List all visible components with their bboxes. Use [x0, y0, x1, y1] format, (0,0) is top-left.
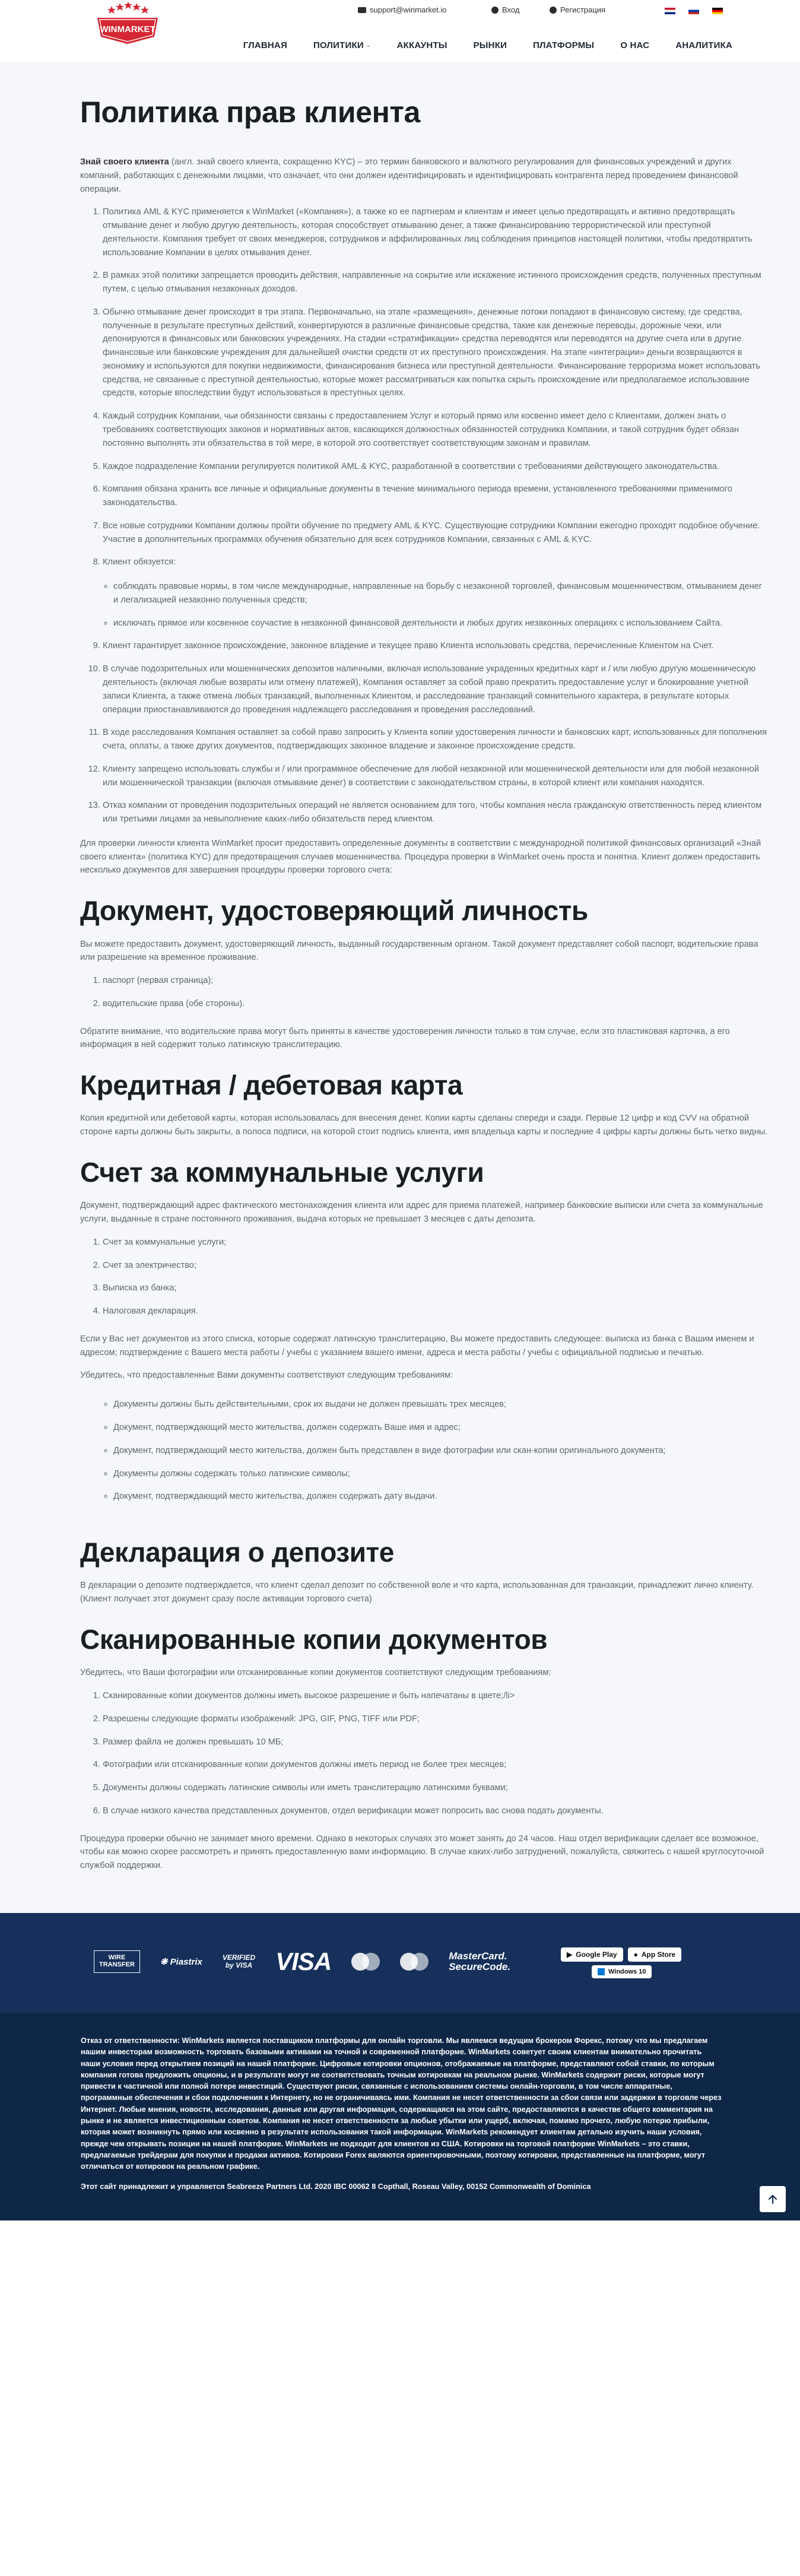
card-section-heading: Кредитная / дебетовая карта	[80, 1070, 463, 1101]
policy-item: 13. Отказ компании от проведения подозрительных операций не является основанием для того, чтобы компания несла гражданскую ответственность перед клиентом или третьими лицами за невыполнение каких-либо обязательств перед клиентом.	[103, 799, 769, 826]
list-item: 4. Фотографии или отсканированные копии документов должны иметь период не более трех месяцев;	[103, 1758, 769, 1772]
flag-en-icon[interactable]	[665, 8, 675, 14]
list-item: ◦ Документ, подтверждающий место жительства, должен быть представлен в виде фотографии или скан-копии оригинального документа;	[113, 1444, 769, 1458]
list-item: 5. Документы должны содержать латинские символы или иметь транслитерацию латинскими буквами;	[103, 1781, 769, 1795]
list-item: 3. Выписка из банка;	[103, 1281, 769, 1295]
policy-item: 12. Клиенту запрещено использовать службы и / или программное обеспечение для любой незаконной или мошеннической деятельности или для любой незаконной или мошеннической транзакции (включая отмывание денег) в соответствии с законодательством страны, в которой клиент или компания находятся.	[103, 763, 769, 790]
flag-ru-icon[interactable]	[688, 8, 699, 14]
disclaimer	[81, 2035, 723, 2173]
piastrix-logo: ❋ Piastrix	[160, 1956, 202, 1967]
policy-item: 2. В рамках этой политики запрещается проводить действия, направленные на сокрытие или искажение истинного происхождения средств, полученных преступным путем, с целью отмывания незаконных доходов.	[103, 269, 769, 296]
list-item: 6. В случае низкого качества представленных документов, отдел верификации может попросить вас снова подать документы.	[103, 1804, 769, 1818]
list-item: ◦ Документ, подтверждающий место жительства, должен содержать дату выдачи.	[113, 1490, 769, 1503]
nav-platforms[interactable]: ПЛАТФОРМЫ	[533, 40, 595, 50]
winmarket-logo[interactable]	[89, 2, 166, 57]
logo-text: WINMARKET	[100, 24, 155, 34]
nav-about[interactable]: О НАС	[620, 40, 650, 50]
id-documents-list	[80, 974, 769, 1011]
mail-icon	[358, 7, 366, 13]
disclaimer-label: Отказ от ответственности:	[81, 2036, 180, 2045]
list-item: ◦ исключать прямое или косвенное соучастие в незаконной финансовой деятельности и любых других незаконных операциях с использованием Сайта.	[113, 617, 769, 630]
apple-icon: ●	[633, 1950, 638, 1959]
policy-item-label: Клиент обязуется:	[103, 557, 176, 567]
policy-item: 1. Политика AML & KYC применяется к WinMarket («Компания»), а также ко ее партнерам и клиентам и имеет целью предотвращать и активно предотвращать отмывание денег и любую другую деятельность, которая способствует отмыванию денег, а также финансированию террористической или преступной деятельности. Компания требует от своих менеджеров, сотрудников и аффилированных лиц соблюдения принципов настоящей политики, чтобы предотвратить использование Компании в целях отмывания денег.	[103, 205, 769, 259]
list-item: ◦ Документы должны содержать только латинские символы;	[113, 1467, 769, 1481]
wire-transfer-logo: WIRE TRANSFER	[94, 1950, 140, 1972]
utility-section-text: Документ, подтверждающий адрес фактического местонахождения клиента или адрес для приема платежей, например банковские выписки или счета за коммунальные услуги, выданные в стране постоянного проживания, выдача которых не превышает 3 месяцев с даты депозита.	[80, 1201, 763, 1224]
windows-badge[interactable]: Windows 10	[592, 1965, 652, 1978]
app-store-badge[interactable]: ● App Store	[628, 1947, 682, 1962]
verification-paragraph: Для проверки личности клиента WinMarket просит предоставить определенные документы в соответствии с международной политикой финансовых организаций «Знай своего клиента» (политика KYC) для предотвращения случаев мошенничества. Процедура проверки в WinMarket очень проста и понятна. Клиент должен предоставить несколько документов для завершения процедуры проверки торгового счета:	[80, 838, 761, 875]
list-item: 2. водительские права (обе стороны).	[103, 997, 769, 1011]
mastercard-securecode-logo: MasterCard. SecureCode.	[449, 1950, 511, 1972]
intro-bold: Знай своего клиента	[80, 157, 169, 167]
language-switcher	[665, 8, 723, 14]
intro-paragraph	[80, 156, 769, 196]
nav-home[interactable]: ГЛАВНАЯ	[243, 40, 287, 50]
policy-item-client-obligations	[103, 556, 769, 630]
arrow-up-icon	[768, 2194, 777, 2204]
user-icon	[491, 7, 499, 14]
list-item: ◦ соблюдать правовые нормы, в том числе международные, направленные на борьбу с незаконной торговлей, финансовым мошенничеством, отмыванием денег и легализацией незаконно полученных средств;	[113, 580, 769, 607]
scan-section-closing: Процедура проверки обычно не занимает много времени. Однако в некоторых случаях это может занять до 24 часов. Наш отдел верификации сделает все возможное, чтобы как можно скорее рассмотреть и принять предоставленную вами информацию. В случае каких-либо затруднений, пожалуйста, свяжитесь с нашей круглосуточной службой поддержки.	[80, 1833, 764, 1871]
list-item: 1. Сканированные копии документов должны иметь высокое разрешение и быть напечатаны в цвете;/li>	[103, 1689, 769, 1703]
policy-item: 9. Клиент гарантирует законное происхождение, законное владение и текущее право Клиента использовать средства, перечисленные Клиентом на Счет.	[103, 639, 769, 653]
payment-logos	[94, 1947, 510, 1976]
support-email-link[interactable]: support@winmarket.io	[358, 5, 447, 14]
list-item: 1. Счет за коммунальные услуги;	[103, 1236, 769, 1249]
owner-statement: Этот сайт принадлежит и управляется Seabreeze Partners Ltd. 2020 IBC 00062 8 Copthall, Roseau Valley, 00152 Commonwealth of Dominica	[81, 2182, 591, 2191]
payment-methods-band	[0, 1913, 800, 2013]
list-item: 2. Разрешены следующие форматы изображений: JPG, GIF, PNG, TIFF или PDF;	[103, 1712, 769, 1726]
scroll-to-top-button[interactable]	[760, 2186, 786, 2212]
deposit-section-heading: Декларация о депозите	[80, 1537, 394, 1568]
google-play-icon: ▶	[567, 1950, 573, 1959]
piastrix-icon: ❋	[160, 1956, 170, 1967]
scan-section-intro: Убедитесь, что Ваши фотографии или отсканированные копии документов соответствуют следующим требованиям:	[80, 1668, 551, 1678]
id-section-note: Обратите внимание, что водительские права могут быть приняты в качестве удостоверения личности только в том случае, если это пластиковая карточка, а его информация в ней содержит только латинскую транслитерацию.	[80, 1026, 730, 1050]
maestro-icon	[400, 1953, 428, 1971]
policy-item: 5. Каждое подразделение Компании регулируется политикой AML & KYC, разработанной в соответствии с требованиями действующего законодательства.	[103, 460, 769, 474]
nav-accounts[interactable]: АККАУНТЫ	[396, 40, 447, 50]
login-link[interactable]: Вход	[491, 5, 519, 14]
verified-by-visa-logo: VERIFIED by VISA	[222, 1953, 256, 1969]
utility-documents-list	[80, 1236, 769, 1318]
page-title: Политика прав клиента	[80, 96, 420, 129]
register-icon	[550, 7, 557, 14]
mastercard-icon	[351, 1953, 380, 1971]
list-item: 3. Размер файла не должен превышать 10 МБ;	[103, 1736, 769, 1749]
flag-de-icon[interactable]	[712, 8, 723, 14]
client-obligations-list	[103, 580, 769, 630]
register-link[interactable]: Регистрация	[550, 5, 605, 14]
utility-requirements-list	[80, 1398, 769, 1503]
list-item: 1. паспорт (первая страница);	[103, 974, 769, 988]
visa-logo: VISA	[275, 1947, 332, 1975]
main-nav	[243, 40, 732, 50]
deposit-section-text: В декларации о депозите подтверждается, что клиент сделал депозит по собственной воле и что карта, использованная для транзакции, принадлежит лично клиенту. (Клиент получает этот документ сразу после активации торгового счета)	[80, 1581, 754, 1604]
nav-markets[interactable]: РЫНКИ	[473, 40, 507, 50]
nav-policies-label[interactable]: ПОЛИТИКИ	[313, 40, 364, 50]
policy-list	[80, 205, 769, 826]
nav-analytics[interactable]: АНАЛИТИКА	[675, 40, 732, 50]
list-item: ◦ Документы должны быть действительными, срок их выдачи не должен превышать трех месяцев;	[113, 1398, 769, 1411]
list-item: 4. Налоговая декларация.	[103, 1305, 769, 1318]
scan-section-heading: Сканированные копии документов	[80, 1623, 548, 1655]
policy-item: 10. В случае подозрительных или мошеннических депозитов наличными, включая использование украденных кредитных карт и / или любую другую мошенническую деятельность (включая любые возвраты или отмену платежей), Компания оставляет за собой право прекратить предоставление услуг и блокирование учетной записи Клиента, а также отмена любых транзакций, выполненных Клиентом, и расследование транзакций сомнительного характера, в результате которых операции приостанавливаются до проведения надлежащего расследования и проведения расследований.	[103, 662, 769, 716]
windows-icon	[598, 1968, 605, 1975]
site-footer	[0, 2013, 800, 2220]
main-content	[0, 63, 800, 1913]
list-item: ◦ Документ, подтверждающий место жительства, должен содержать Ваше имя и адрес;	[113, 1421, 769, 1435]
utility-requirements-intro: Убедитесь, что предоставленные Вами документы соответствуют следующим требованиям:	[80, 1371, 453, 1381]
policy-item: 3. Обычно отмывание денег происходит в три этапа. Первоначально, на этапе «размещения», денежные потоки попадают в финансовую систему, где средства, полученные в результате преступных действий, конвертируются в различные финансовые средства, такие как денежные переводы, дорожные чеки, или депонируются в финансовых или банковских учреждениях. На стадии «стратификации» средства переводятся или переводятся на другие счета или в другие финансовые или банковские учреждения для дальнейшей очистки средств от их преступного происхождения. На этапе «интеграции» деньги возвращаются в экономику и используются для покупки недвижимости, финансирования бизнеса или преступной деятельности. Финансирование терроризма может использовать средства, не связанные с преступной деятельностью, которые может рассматриваться как попытка скрыть происхождение или предполагаемое использование средств, которые впоследствии будут использоваться в преступных целях.	[103, 306, 769, 400]
scan-requirements-list	[80, 1689, 769, 1818]
id-section-text: Вы можете предоставить документ, удостоверяющий личность, выданный государственным органом. Такой документ представляет собой паспорт, водительские права или разрешение на временное проживание.	[80, 939, 758, 963]
utility-latin-note: Если у Вас нет документов из этого списка, которые содержат латинскую транслитерацию, Вы можете предоставить следующее: выписка из банка с Вашим именем и адресом; подтверждение с Вашего места работы / учебы с указанием вашего имени, адреса и места работы / учебы с официальной подписью и печатью.	[80, 1334, 754, 1357]
policy-item: 4. Каждый сотрудник Компании, чьи обязанности связаны с предоставлением Услуг и который прямо или косвенно имеет дело с Клиентами, должен знать о требованиях соответствующих законов и нормативных актов, касающихся должностных обязанностей сотрудника Компании, и такой сотрудник будет обязан постоянно выполнять эти обязательства в той мере, в которой это соответствует соответствующим законам и правилам.	[103, 410, 769, 450]
chevron-down-icon: ⌄	[366, 42, 371, 48]
app-store-badges	[561, 1947, 691, 1978]
policy-item: 7. Все новые сотрудники Компании должны пройти обучение по предмету AML & KYC. Существующие сотрудники Компании ежегодно проходят подобное обучение. Участие в дополнительных программах обучения обязательно для всех сотрудников Компании, связанных с AML & KYC.	[103, 519, 769, 547]
utility-section-heading: Счет за коммунальные услуги	[80, 1157, 484, 1188]
intro-text: (англ. знай своего клиента, сокращенно KYC) – это термин банковского и валютного регулирования для финансовых учреждений и других компаний, работающих с денежными лицами, что означает, что они должен идентифицировать и идентифицировать контрагента перед проведением финансовой операции.	[80, 157, 738, 194]
google-play-badge[interactable]: ▶ Google Play	[561, 1947, 623, 1962]
card-section-text: Копия кредитной или дебетовой карты, которая использовалась для внесения денег. Копии карты сделаны спереди и сзади. Первые 12 цифр и код CVV на обратной стороне карты должны быть закрыты, а полоса подписи, на которой стоит подпись клиента, имя владельца карты и последние 4 цифры карты должны быть четко видны.	[80, 1113, 768, 1137]
site-header	[0, 19, 800, 63]
policy-item: 6. Компания обязана хранить все личные и официальные документы в течение минимального периода времени, установленного требованиями применимого законодательства.	[103, 483, 769, 510]
disclaimer-text: WinMarkets является поставщиком платформы для онлайн торговли. Мы являемся ведущим брокером Форекс, потому что мы предлагаем нашим инвесторам возможность торговать базовыми активами на точной и современной платформе. WinMarkets советует своим клиентам внимательно прочитать наши условия перед открытием позиций на нашей платформе. Цифровые котировки опционов, отображаемые на платформе, представляют собой ставки, по которым компания готова предложить опционы, и в результате могут не соответствовать точным котировкам на реальном рынке. WinMarkets содержит риски, которые могут привести к частичной или полной потере инвестиций. Существуют риски, связанные с использованием системы онлайн-торговли, в том числе аппаратные, программные обеспечения и сбои подключения к Интернету, но не ограничиваясь ими. Компания не несет ответственности за сбои связи или задержки в торговле через Интернет. Любые мнения, новости, исследования, данные или другая информация, содержащаяся на этом сайте, предоставляются в качестве общего комментария на рынке и не является инвестиционным советом. Компания не несет ответственности за любые убытки или ущерб, включая, помимо прочего, любую потерю прибыли, которая может возникнуть прямо или косвенно в результате использования такой информации. WinMarkets рекомендует клиентам детально изучить наши условия, прежде чем открывать позиции на нашей платформе. WinMarkets не подходит для клиентов из США. Котировки на торговой платформе WinMarkets – это ставки, предлагаемые трейдерам для покупки и продажи активов. Котировки Forex являются ориентировочными, поэтому котировки, представленные на платформе, могут отличаться от котировок на реальном графике.	[81, 2036, 722, 2171]
policy-item: 11. В ходе расследования Компания оставляет за собой право запросить у Клиента копии удостоверения личности и банковских карт, использованных для пополнения счета, оплаты, а также других документов, подтверждающих законное владение и законное происхождение средств.	[103, 726, 769, 753]
id-section-heading: Документ, удостоверяющий личность	[80, 895, 588, 927]
nav-policies[interactable]	[313, 40, 371, 50]
list-item: 2. Счет за электричество;	[103, 1259, 769, 1273]
